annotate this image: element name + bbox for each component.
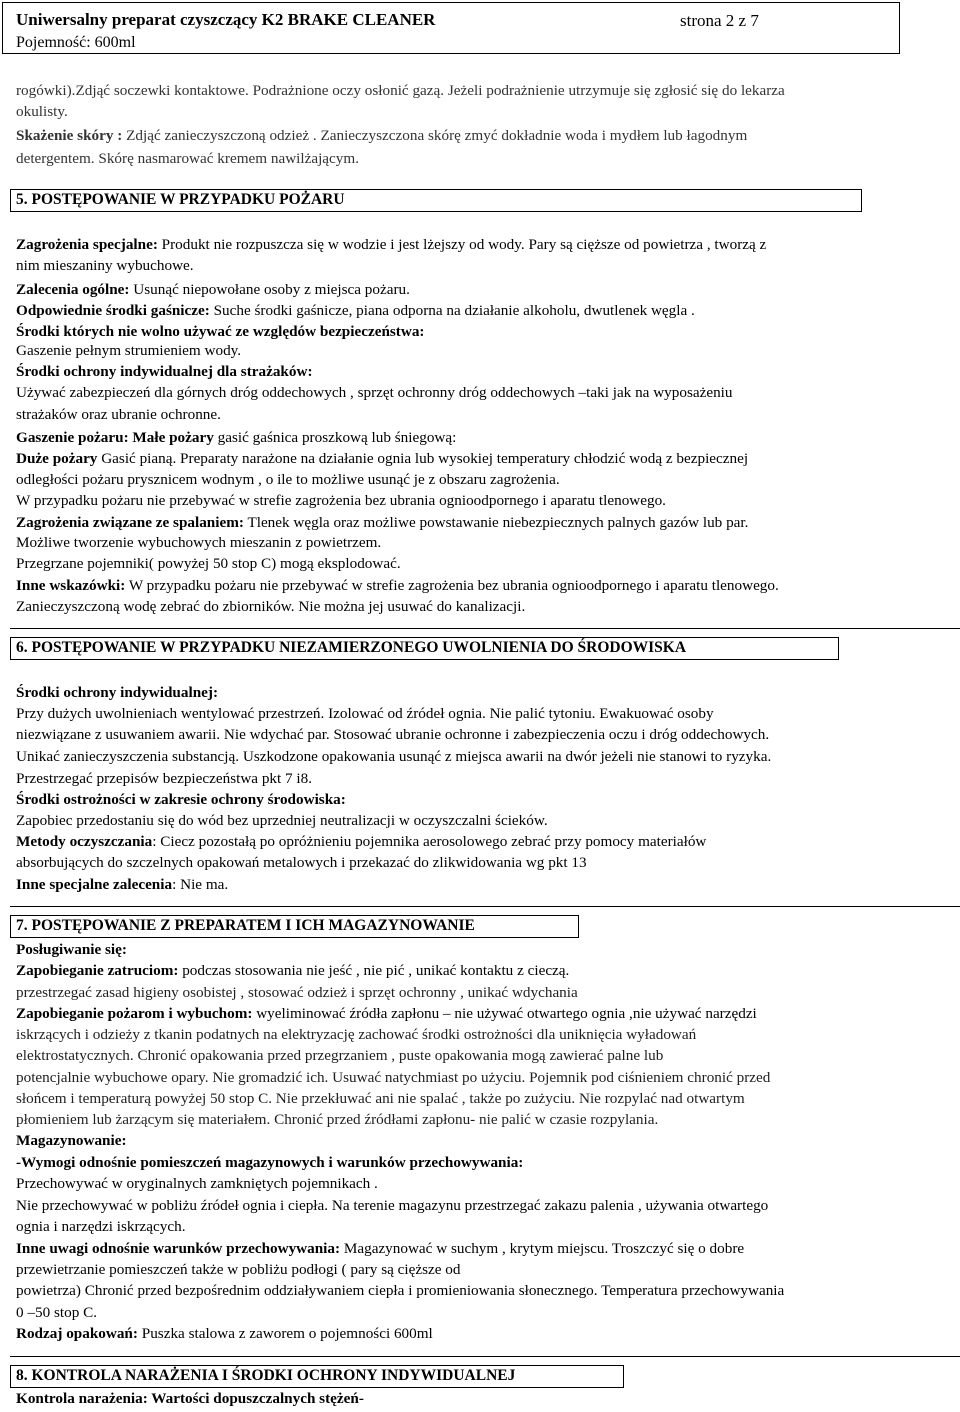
text-line: Inne specjalne zalecenia: Nie ma. (16, 876, 229, 893)
text-line: nim mieszaniny wybuchowe. (16, 257, 194, 274)
text-line: niezwiązane z usuwaniem awarii. Nie wdychać par. Stosować ubranie ochronne i zabezpieczenia oczu i dróg oddechowych. (16, 726, 770, 743)
text-line: Zapobiec przedostaniu się do wód bez uprzedniej neutralizacji w oczyszczalni ścieków. (16, 812, 548, 829)
text-line: Przy dużych uwolnieniach wentylować przestrzeń. Izolować od źródeł ognia. Nie palić tytoniu. Ewakuować osoby (16, 705, 714, 722)
text-line: słońcem i temperaturą powyżej 50 stop C. Nie przekłuwać ani nie spalać , także po zużyciu. Nie rozpylać nad otwartym (16, 1090, 745, 1107)
text-line: potencjalnie wybuchowe opary. Nie gromadzić ich. Usuwać natychmiast po użyciu. Pojemnik pod ciśnieniem chronić przed (16, 1069, 771, 1086)
text-line: Inne wskazówki: W przypadku pożaru nie przebywać w strefie zagrożenia bez ubrania ognioodpornego i aparatu tlenowego. (16, 577, 779, 594)
section-6-heading: 6. POSTĘPOWANIE W PRZYPADKU NIEZAMIERZONEGO UWOLNIENIA DO ŚRODOWISKA (10, 637, 839, 660)
text-line: -Wymogi odnośnie pomieszczeń magazynowych i warunków przechowywania: (16, 1154, 524, 1171)
text-line: Możliwe tworzenie wybuchowych mieszanin z powietrzem. (16, 534, 382, 551)
text-line: detergentem. Skórę nasmarować kremem nawilżającym. (16, 150, 359, 167)
text-line: przestrzegać zasad higieny osobistej , stosować odzież i sprzęt ochronny , unikać wdychania (16, 984, 578, 1001)
text-line: Gaszenie pożaru: Małe pożary gasić gaśnica proszkową lub śniegową: (16, 429, 457, 446)
text-line: Zapobieganie zatruciom: podczas stosowania nie jeść , nie pić , unikać kontaktu z cieczą. (16, 962, 570, 979)
text-line: Inne uwagi odnośnie warunków przechowywania: Magazynować w suchym , krytym miejscu. Troszczyć się o dobre (16, 1240, 745, 1257)
section-divider (10, 628, 960, 629)
text-line: Rodzaj opakowań: Puszka stalowa z zaworem o pojemności 600ml (16, 1325, 433, 1342)
text-line: przewietrzanie pomieszczeń także w pobliżu podłogi ( pary są cięższe od (16, 1261, 461, 1278)
text-line: Nie przechowywać w pobliżu źródeł ognia i ciepła. Na terenie magazynu przestrzegać zakazu palenia , używania otwartego (16, 1197, 769, 1214)
text-line: okulisty. (16, 103, 68, 120)
text-line: Zapobieganie pożarom i wybuchom: wyeliminować źródła zapłonu – nie używać otwartego ognia ,nie używać narzędzi (16, 1005, 757, 1022)
text-line: Magazynowanie: (16, 1132, 127, 1149)
text-line: Kontrola narażenia: Wartości dopuszczalnych stężeń- (16, 1390, 364, 1407)
section-7-heading: 7. POSTĘPOWANIE Z PREPARATEM I ICH MAGAZYNOWANIE (10, 915, 579, 938)
text-line: absorbujących do szczelnych opakowań metalowych i przekazać do zlikwidowania wg pkt 13 (16, 854, 587, 871)
section-divider (10, 1356, 960, 1357)
text-line: Metody oczyszczania: Ciecz pozostałą po opróżnieniu pojemnika aerosolowego zebrać przy pomocy materiałów (16, 833, 707, 850)
text-line: Przechowywać w oryginalnych zamkniętych pojemnikach . (16, 1175, 378, 1192)
text-line: iskrzących i odzieży z tkanin podatnych na elektryzację zachować środki ostrożności dla uniknięcia wyładowań (16, 1026, 697, 1043)
document-header (2, 2, 900, 54)
text-line: 0 –50 stop C. (16, 1304, 98, 1321)
text-line: Unikać zanieczyszczenia substancją. Uszkodzone opakowania usunąć z miejsca awarii na dwór jeżeli nie stanowi to ryzyka. (16, 748, 772, 765)
text-line: Zagrożenia specjalne: Produkt nie rozpuszcza się w wodzie i jest lżejszy od wody. Pary są cięższe od powietrza , tworzą z (16, 236, 767, 253)
text-line: odległości pożaru prysznicem wodnym , o ile to możliwe usunąć je z obszaru zagrożenia. (16, 471, 560, 488)
text-line: Środki ochrony indywidualnej dla strażaków: (16, 363, 313, 380)
product-capacity: Pojemność: 600ml (16, 34, 136, 51)
text-line: strażaków oraz ubranie ochronne. (16, 406, 221, 423)
section-5-heading: 5. POSTĘPOWANIE W PRZYPADKU POŻARU (10, 189, 862, 212)
text-line: Skażenie skóry : Zdjąć zanieczyszczoną odzież . Zanieczyszczona skórę zmyć dokładnie woda i mydłem lub łagodnym (16, 127, 748, 144)
page-number: strona 2 z 7 (680, 11, 759, 30)
text-line: Gaszenie pełnym strumieniem wody. (16, 342, 242, 359)
text-line: Przestrzegać przepisów bezpieczeństwa pkt 7 i8. (16, 770, 313, 787)
text-line: Duże pożary Gasić pianą. Preparaty narażone na działanie ognia lub wysokiej temperatury chłodzić wodą z bezpiecznej (16, 450, 749, 467)
text-line: Posługiwanie się: (16, 941, 127, 958)
text-line: Środki których nie wolno używać ze względów bezpieczeństwa: (16, 323, 425, 340)
product-title: Uniwersalny preparat czyszczący K2 BRAKE CLEANER (16, 10, 436, 29)
text-line: Używać zabezpieczeń dla górnych dróg oddechowych , sprzęt ochronny dróg oddechowych –taki jak na wyposażeniu (16, 384, 733, 401)
text-line: Zagrożenia związane ze spalaniem: Tlenek węgla oraz możliwe powstawanie niebezpiecznych palnych gazów lub par. (16, 514, 749, 531)
text-line: Zanieczyszczoną wodę zebrać do zbiorników. Nie można jej usuwać do kanalizacji. (16, 598, 526, 615)
text-line: ognia i narzędzi iskrzących. (16, 1218, 186, 1235)
text-line: płomieniem lub żarzącym się materiałem. Chronić przed źródłami zapłonu- nie palić w czasie rozpylania. (16, 1111, 659, 1128)
section-divider (10, 906, 960, 907)
text-line: Odpowiednie środki gaśnicze: Suche środki gaśnicze, piana odporna na działanie alkoholu, dwutlenek węgla . (16, 302, 695, 319)
text-line: rogówki).Zdjąć soczewki kontaktowe. Podrażnione oczy osłonić gazą. Jeżeli podrażnienie utrzymuje się zgłosić się do lekarza (16, 82, 785, 99)
text-line: elektrostatycznych. Chronić opakowania przed przegrzaniem , puste opakowania mogą zawierać palne lub (16, 1047, 664, 1064)
section-8-heading: 8. KONTROLA NARAŻENIA I ŚRODKI OCHRONY INDYWIDUALNEJ (10, 1365, 624, 1388)
text-line: Środki ostrożności w zakresie ochrony środowiska: (16, 791, 346, 808)
text-line: W przypadku pożaru nie przebywać w strefie zagrożenia bez ubrania ognioodpornego i aparatu tlenowego. (16, 492, 666, 509)
text-line: Środki ochrony indywidualnej: (16, 684, 218, 701)
text-line: Przegrzane pojemniki( powyżej 50 stop C) mogą eksplodować. (16, 555, 401, 572)
text-line: powietrza) Chronić przed bezpośrednim oddziaływaniem ciepła i promieniowania słonecznego. Temperatura przechowywania (16, 1282, 785, 1299)
text-line: Zalecenia ogólne: Usunąć niepowołane osoby z miejsca pożaru. (16, 281, 410, 298)
